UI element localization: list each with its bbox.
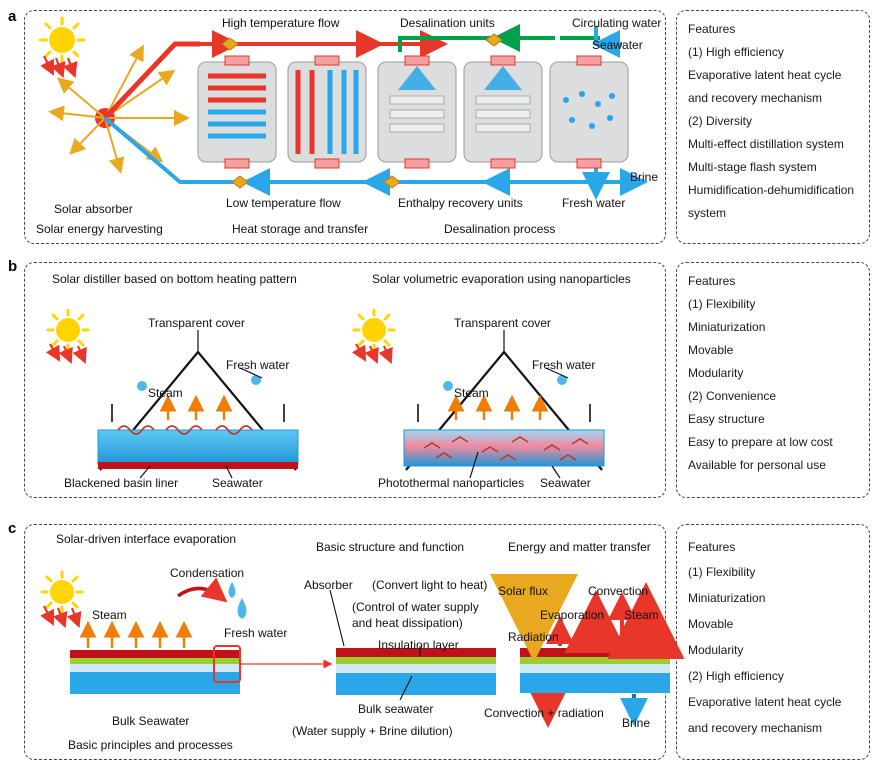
label-c-brine: Brine bbox=[622, 716, 651, 730]
label-low-temperature-flow: Low temperature flow bbox=[226, 196, 341, 210]
steam-arrows-c bbox=[88, 628, 184, 648]
label-high-temperature-flow: High temperature flow bbox=[222, 16, 340, 30]
label-c-convert-light: (Convert light to heat) bbox=[372, 578, 488, 592]
panel-a-feature-item: Multi-effect distillation system bbox=[688, 137, 844, 151]
label-c-radiation: Radiation bbox=[508, 630, 559, 644]
label-b-right-cover: Transparent cover bbox=[454, 316, 551, 330]
label-b-left-basin-liner: Blackened basin liner bbox=[64, 476, 179, 490]
droplet-icon bbox=[229, 582, 247, 619]
label-desalination-process: Desalination process bbox=[444, 222, 556, 236]
panel-b-feature-item: Available for personal use bbox=[688, 458, 826, 472]
label-fresh-water: Fresh water bbox=[562, 196, 626, 210]
panel-c-feature-item: and recovery mechanism bbox=[688, 721, 823, 735]
label-circulating-water: Circulating water bbox=[572, 16, 662, 30]
panel-c-feature-item: Modularity bbox=[688, 643, 744, 657]
condensation-arrow bbox=[178, 588, 222, 598]
label-c-control-water: (Control of water supply bbox=[352, 600, 479, 614]
label-c-solar-flux: Solar flux bbox=[498, 584, 549, 598]
evaporator-stack-left bbox=[70, 646, 240, 694]
panel-b-feature-item: (2) Convenience bbox=[688, 389, 777, 403]
panel-b-feature-item: Miniaturization bbox=[688, 320, 766, 334]
label-c-bulk-seawater-right: Bulk seawater bbox=[358, 702, 434, 716]
label-b-left-title: Solar distiller based on bottom heating pattern bbox=[52, 272, 297, 286]
label-b-right-seawater: Seawater bbox=[540, 476, 591, 490]
panel-b-feature-item: Movable bbox=[688, 343, 734, 357]
label-c-steam-left: Steam bbox=[92, 608, 127, 622]
panel-letter-c: c bbox=[8, 520, 17, 537]
label-c-insulation-layer: Insulation layer bbox=[378, 638, 459, 652]
label-c-steam-right: Steam bbox=[624, 608, 659, 622]
panel-a-feature-item: (2) Diversity bbox=[688, 114, 753, 128]
panel-letter-b: b bbox=[8, 258, 18, 275]
panel-c-feature-item: Miniaturization bbox=[688, 591, 766, 605]
label-solar-absorber: Solar absorber bbox=[54, 202, 133, 216]
panel-a-feature-item: and recovery mechanism bbox=[688, 91, 823, 105]
label-desalination-units: Desalination units bbox=[400, 16, 495, 30]
panel-b-feature-item: Modularity bbox=[688, 366, 744, 380]
panel-a-feature-item: Multi-stage flash system bbox=[688, 160, 817, 174]
label-b-left-seawater: Seawater bbox=[212, 476, 263, 490]
label-c-condensation: Condensation bbox=[170, 566, 245, 580]
label-c-fresh-water: Fresh water bbox=[224, 626, 288, 640]
label-b-left-steam: Steam bbox=[148, 386, 183, 400]
label-heat-storage-transfer: Heat storage and transfer bbox=[232, 222, 369, 236]
panel-c-feature-item: Movable bbox=[688, 617, 734, 631]
label-b-right-nanoparticles: Photothermal nanoparticles bbox=[378, 476, 525, 490]
label-brine: Brine bbox=[630, 170, 659, 184]
label-b-right-title: Solar volumetric evaporation using nanoparticles bbox=[372, 272, 631, 286]
label-b-right-fresh-water: Fresh water bbox=[532, 358, 596, 372]
label-c-convection-radiation: Convection + radiation bbox=[484, 706, 604, 720]
label-c-title: Solar-driven interface evaporation bbox=[56, 532, 237, 546]
panel-b-feature-item: (1) Flexibility bbox=[688, 297, 756, 311]
label-b-left-fresh-water: Fresh water bbox=[226, 358, 290, 372]
panel-a-features-title: Features bbox=[688, 22, 736, 36]
panel-c-feature-item: Evaporative latent heat cycle bbox=[688, 695, 842, 709]
panel-a-feature-item: system bbox=[688, 206, 727, 220]
label-c-and-heat: and heat dissipation) bbox=[352, 616, 463, 630]
panel-letter-a: a bbox=[8, 8, 17, 25]
panel-b-features-title: Features bbox=[688, 274, 736, 288]
panel-c-feature-item: (1) Flexibility bbox=[688, 565, 756, 579]
label-solar-energy-harvesting: Solar energy harvesting bbox=[36, 222, 163, 236]
label-enthalpy-recovery-units: Enthalpy recovery units bbox=[398, 196, 523, 210]
panel-a-feature-item: Humidification-dehumidification bbox=[688, 183, 855, 197]
label-c-water-supply: (Water supply + Brine dilution) bbox=[292, 724, 453, 738]
label-c-absorber: Absorber bbox=[304, 578, 353, 592]
label-seawater: Seawater bbox=[592, 38, 643, 52]
label-c-energy-matter: Energy and matter transfer bbox=[508, 540, 651, 554]
evaporator-stack-right bbox=[520, 648, 670, 693]
panel-b-feature-item: Easy structure bbox=[688, 412, 765, 426]
panel-c-feature-item: (2) High efficiency bbox=[688, 669, 784, 683]
label-b-left-cover: Transparent cover bbox=[148, 316, 245, 330]
panel-a-feature-item: Evaporative latent heat cycle bbox=[688, 68, 842, 82]
panel-b-feature-item: Easy to prepare at low cost bbox=[688, 435, 833, 449]
sun-icon-c bbox=[42, 572, 82, 624]
panel-a-feature-item: (1) High efficiency bbox=[688, 45, 784, 59]
evaporator-stack-middle bbox=[336, 648, 496, 695]
label-c-evaporation: Evaporation bbox=[540, 608, 605, 622]
label-c-basic-principles: Basic principles and processes bbox=[68, 738, 233, 752]
label-c-basic-structure: Basic structure and function bbox=[316, 540, 465, 554]
label-c-bulk-seawater-left: Bulk Seawater bbox=[112, 714, 190, 728]
label-c-convection: Convection bbox=[588, 584, 649, 598]
label-b-right-steam: Steam bbox=[454, 386, 489, 400]
panel-c-features-title: Features bbox=[688, 540, 736, 554]
